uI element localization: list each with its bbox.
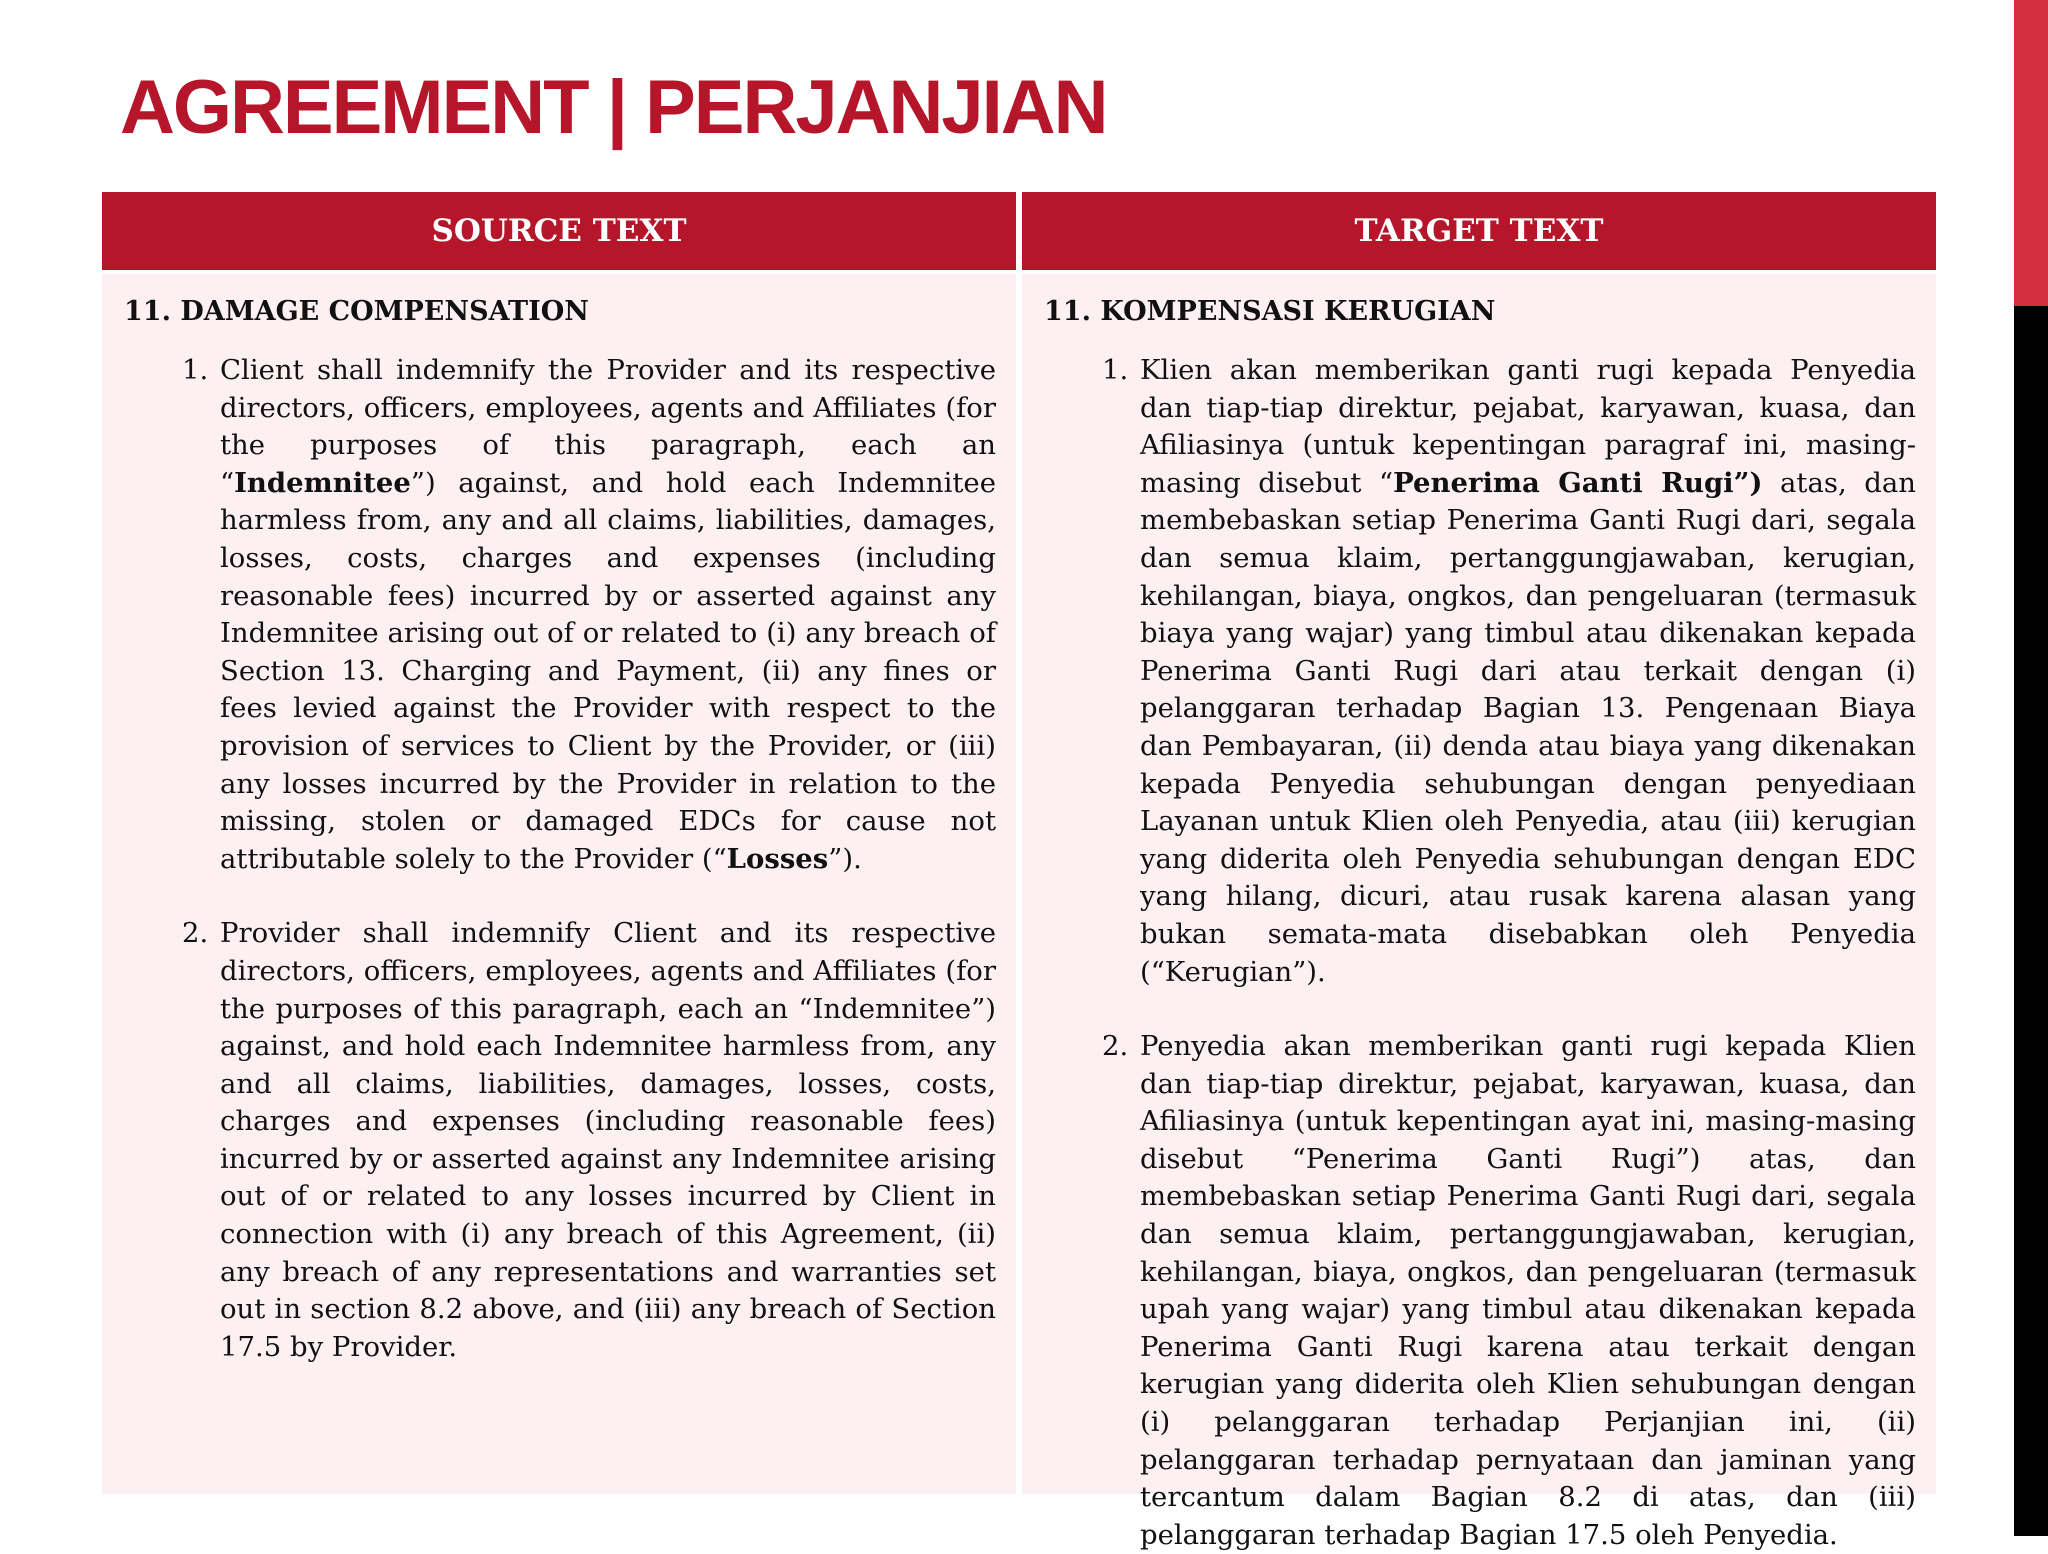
target-clause-2 xyxy=(1044,1028,1916,1554)
defined-term-losses: Losses xyxy=(726,842,829,875)
clause-text: Provider shall indemnify Client and its respective directors, officers, employees, agents and Affiliates (for the purposes of this paragraph, each an “Indemnitee”) against, and hold each Indemnitee harmless from, any and all claims, liabilities, damages, losses, costs, charges and expenses (including reasonable fees) incurred by or asserted against any Indemnitee arising out of or related to any losses incurred by Client in connection with (i) any breach of this Agreement, (ii) any breach of any representations and warranties set out in section 8.2 above, and (iii) any breach of Section 17.5 by Provider. xyxy=(220,917,996,1363)
clause-text xyxy=(220,352,996,878)
clause-text-part: ”). xyxy=(828,842,862,875)
source-section-heading: 11. DAMAGE COMPENSATION xyxy=(124,296,589,327)
clause-text-part: atas, dan membebaskan setiap Penerima Ganti Rugi dari, segala dan semua klaim, pertanggungjawaban, kerugian, kehilangan, biaya, ongkos, dan pengeluaran (termasuk biaya yang wajar) yang timbul atau dikenakan kepada Penerima Ganti Rugi dari atau terkait dengan (i) pelanggaran terhadap Bagian 13. Pengenaan Biaya dan Pembayaran, (ii) denda atau biaya yang dikenakan kepada Penyedia sehubungan dengan penyediaan Layanan untuk Klien oleh Penyedia, atau (iii) kerugian yang diderita oleh Penyedia sehubungan dengan EDC yang hilang, dicuri, atau rusak karena alasan yang bukan semata-mata disebabkan oleh Penyedia (“Kerugian”). xyxy=(1140,466,1917,988)
clause-text-part: Client shall indemnify the Provider and its respective directors, officers, employees, agents and Affiliates (for the purposes of this paragraph, each an “ xyxy=(220,354,996,499)
clause-number: 2. xyxy=(182,917,209,950)
edge-accent-bar-red xyxy=(2014,0,2048,306)
defined-term-penerima-ganti-rugi: Penerima Ganti Rugi”) xyxy=(1393,466,1763,499)
clause-number: 1. xyxy=(182,354,209,386)
target-clause-1 xyxy=(1044,352,1916,991)
clause-text: Penyedia akan memberikan ganti rugi kepada Klien dan tiap-tiap direktur, pejabat, karyawan, kuasa, dan Afiliasinya (untuk kepentingan ayat ini, masing-masing disebut “Penerima Ganti Rugi”) atas, dan membebaskan setiap Penerima Ganti Rugi dari, segala dan semua klaim, pertanggungjawaban, kerugian, kehilangan, biaya, ongkos, dan pengeluaran (termasuk upah yang wajar) yang timbul atau dikenakan kepada Penerima Ganti Rugi karena atau terkait dengan kerugian yang diderita oleh Klien sehubungan dengan (i) pelanggaran terhadap Perjanjian ini, (ii) pelanggaran terhadap pernyataan dan jaminan yang tercantum dalam Bagian 8.2 di atas, dan (iii) pelanggaran terhadap Bagian 17.5 oleh Penyedia. xyxy=(1140,1030,1916,1551)
comparison-table xyxy=(102,192,1936,1551)
clause-number: 1. xyxy=(1102,354,1129,386)
source-clause-1 xyxy=(124,352,996,878)
slide-title: AGREEMENT | PERJANJIAN xyxy=(120,65,1107,150)
target-text-header: TARGET TEXT xyxy=(1022,192,1936,270)
source-text-cell xyxy=(102,274,1016,1494)
source-text-header: SOURCE TEXT xyxy=(102,192,1016,270)
source-clause-2 xyxy=(124,915,996,1366)
clause-text-part: Klien akan memberikan ganti rugi kepada Penyedia dan tiap-tiap direktur, pejabat, karyawan, kuasa, dan Afiliasinya (untuk kepentingan paragraf ini, masing-masing disebut “ xyxy=(1140,354,1916,499)
defined-term-indemnitee: Indemnitee xyxy=(234,466,411,499)
clause-text-part: ”) against, and hold each Indemnitee harmless from, any and all claims, liabilities, damages, losses, costs, charges and expenses (including reasonable fees) incurred by or asserted against any Indemnitee arising out of or related to (i) any breach of Section 13. Charging and Payment, (ii) any fines or fees levied against the Provider with respect to the provision of services to Client by the Provider, or (iii) any losses incurred by the Provider in relation to the missing, stolen or damaged EDCs for cause not attributable solely to the Provider (“ xyxy=(220,466,996,875)
target-text-cell xyxy=(1022,274,1936,1551)
clause-number: 2. xyxy=(1102,1030,1129,1063)
clause-text xyxy=(1140,352,1916,991)
edge-accent-bar-black xyxy=(2014,306,2048,1536)
target-section-heading: 11. KOMPENSASI KERUGIAN xyxy=(1044,296,1496,327)
